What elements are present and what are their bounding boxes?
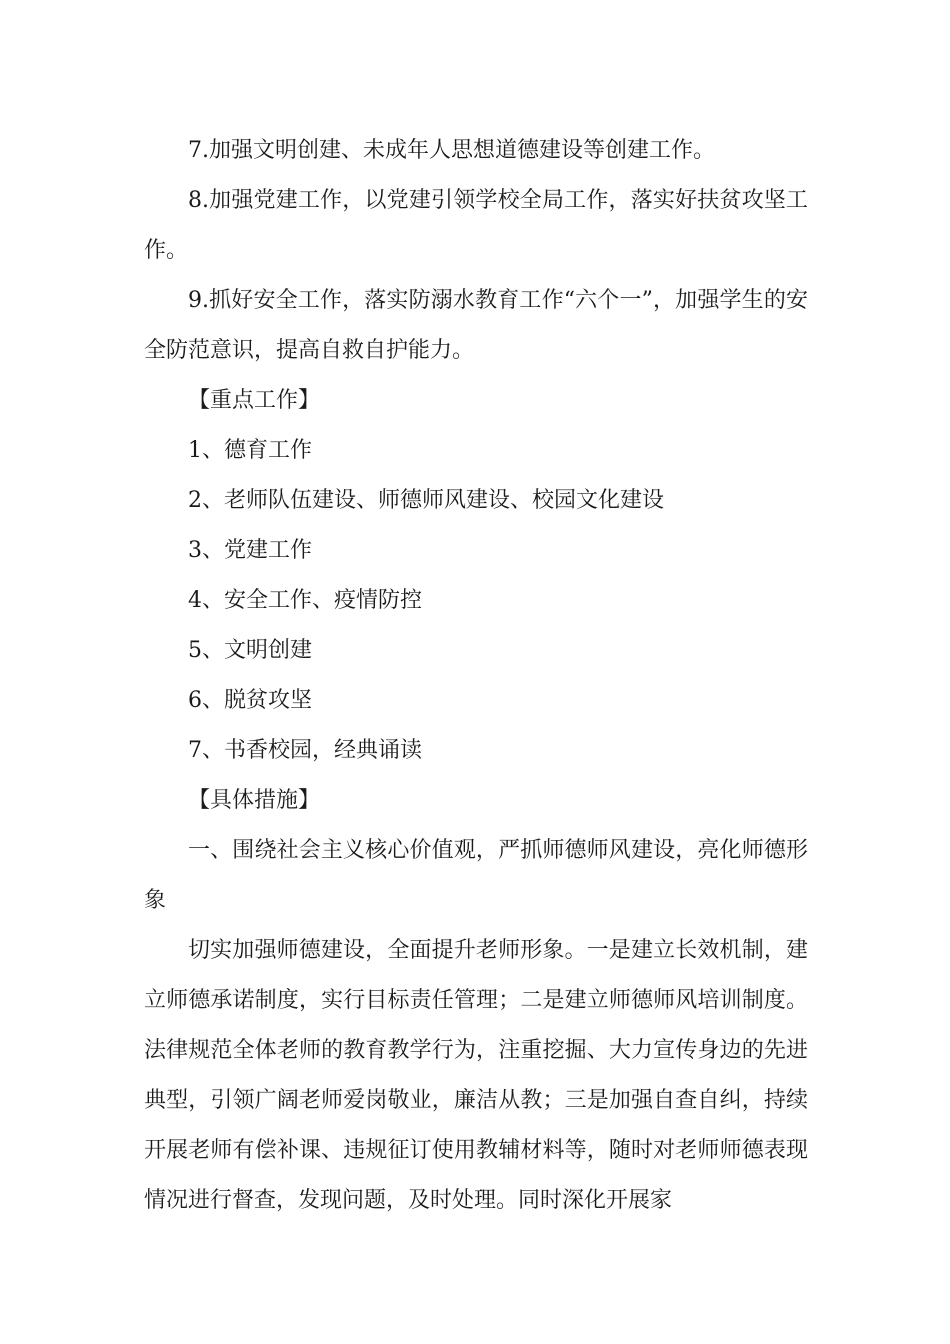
key-work-item-4: 4、安全工作、疫情防控 (188, 588, 422, 613)
key-work-item-7: 7、书香校园，经典诵读 (188, 738, 422, 763)
paragraph-item-7: 7.加强文明创建、未成年人思想道德建设等创建工作。 (188, 138, 715, 163)
paragraph-item-8: 8.加强党建工作，以党建引领学校全局工作，落实好扶贫攻坚工作。 (144, 188, 808, 263)
key-work-item-5: 5、文明创建 (188, 638, 312, 663)
measure-heading-1: 一、围绕社会主义核心价值观，严抓师德师风建设，亮化师德形象 (144, 838, 808, 913)
section-heading-key-work: 【重点工作】 (188, 388, 321, 413)
paragraph-item-9: 9.抓好安全工作，落实防溺水教育工作“六个一”，加强学生的安全防范意识，提高自救自护能力。 (144, 288, 808, 363)
key-work-item-6: 6、脱贫攻坚 (188, 688, 312, 713)
section-heading-measures: 【具体措施】 (188, 788, 321, 813)
key-work-item-1: 1、德育工作 (188, 438, 312, 463)
key-work-item-3: 3、党建工作 (188, 538, 312, 563)
document-body (144, 126, 808, 1226)
measure-body-paragraph: 切实加强师德建设，全面提升老师形象。一是建立长效机制，建立师德承诺制度，实行目标责任管理；二是建立师德师风培训制度。法律规范全体老师的教育教学行为，注重挖掘、大力宣传身边的先进典型，引领广阔老师爱岗敬业，廉洁从教；三是加强自查自纠，持续开展老师有偿补课、违规征订使用教辅材料等，随时对老师师德表现情况进行督查，发现问题，及时处理。同时深化开展家 (144, 938, 808, 1213)
key-work-item-2: 2、老师队伍建设、师德师风建设、校园文化建设 (188, 488, 664, 513)
